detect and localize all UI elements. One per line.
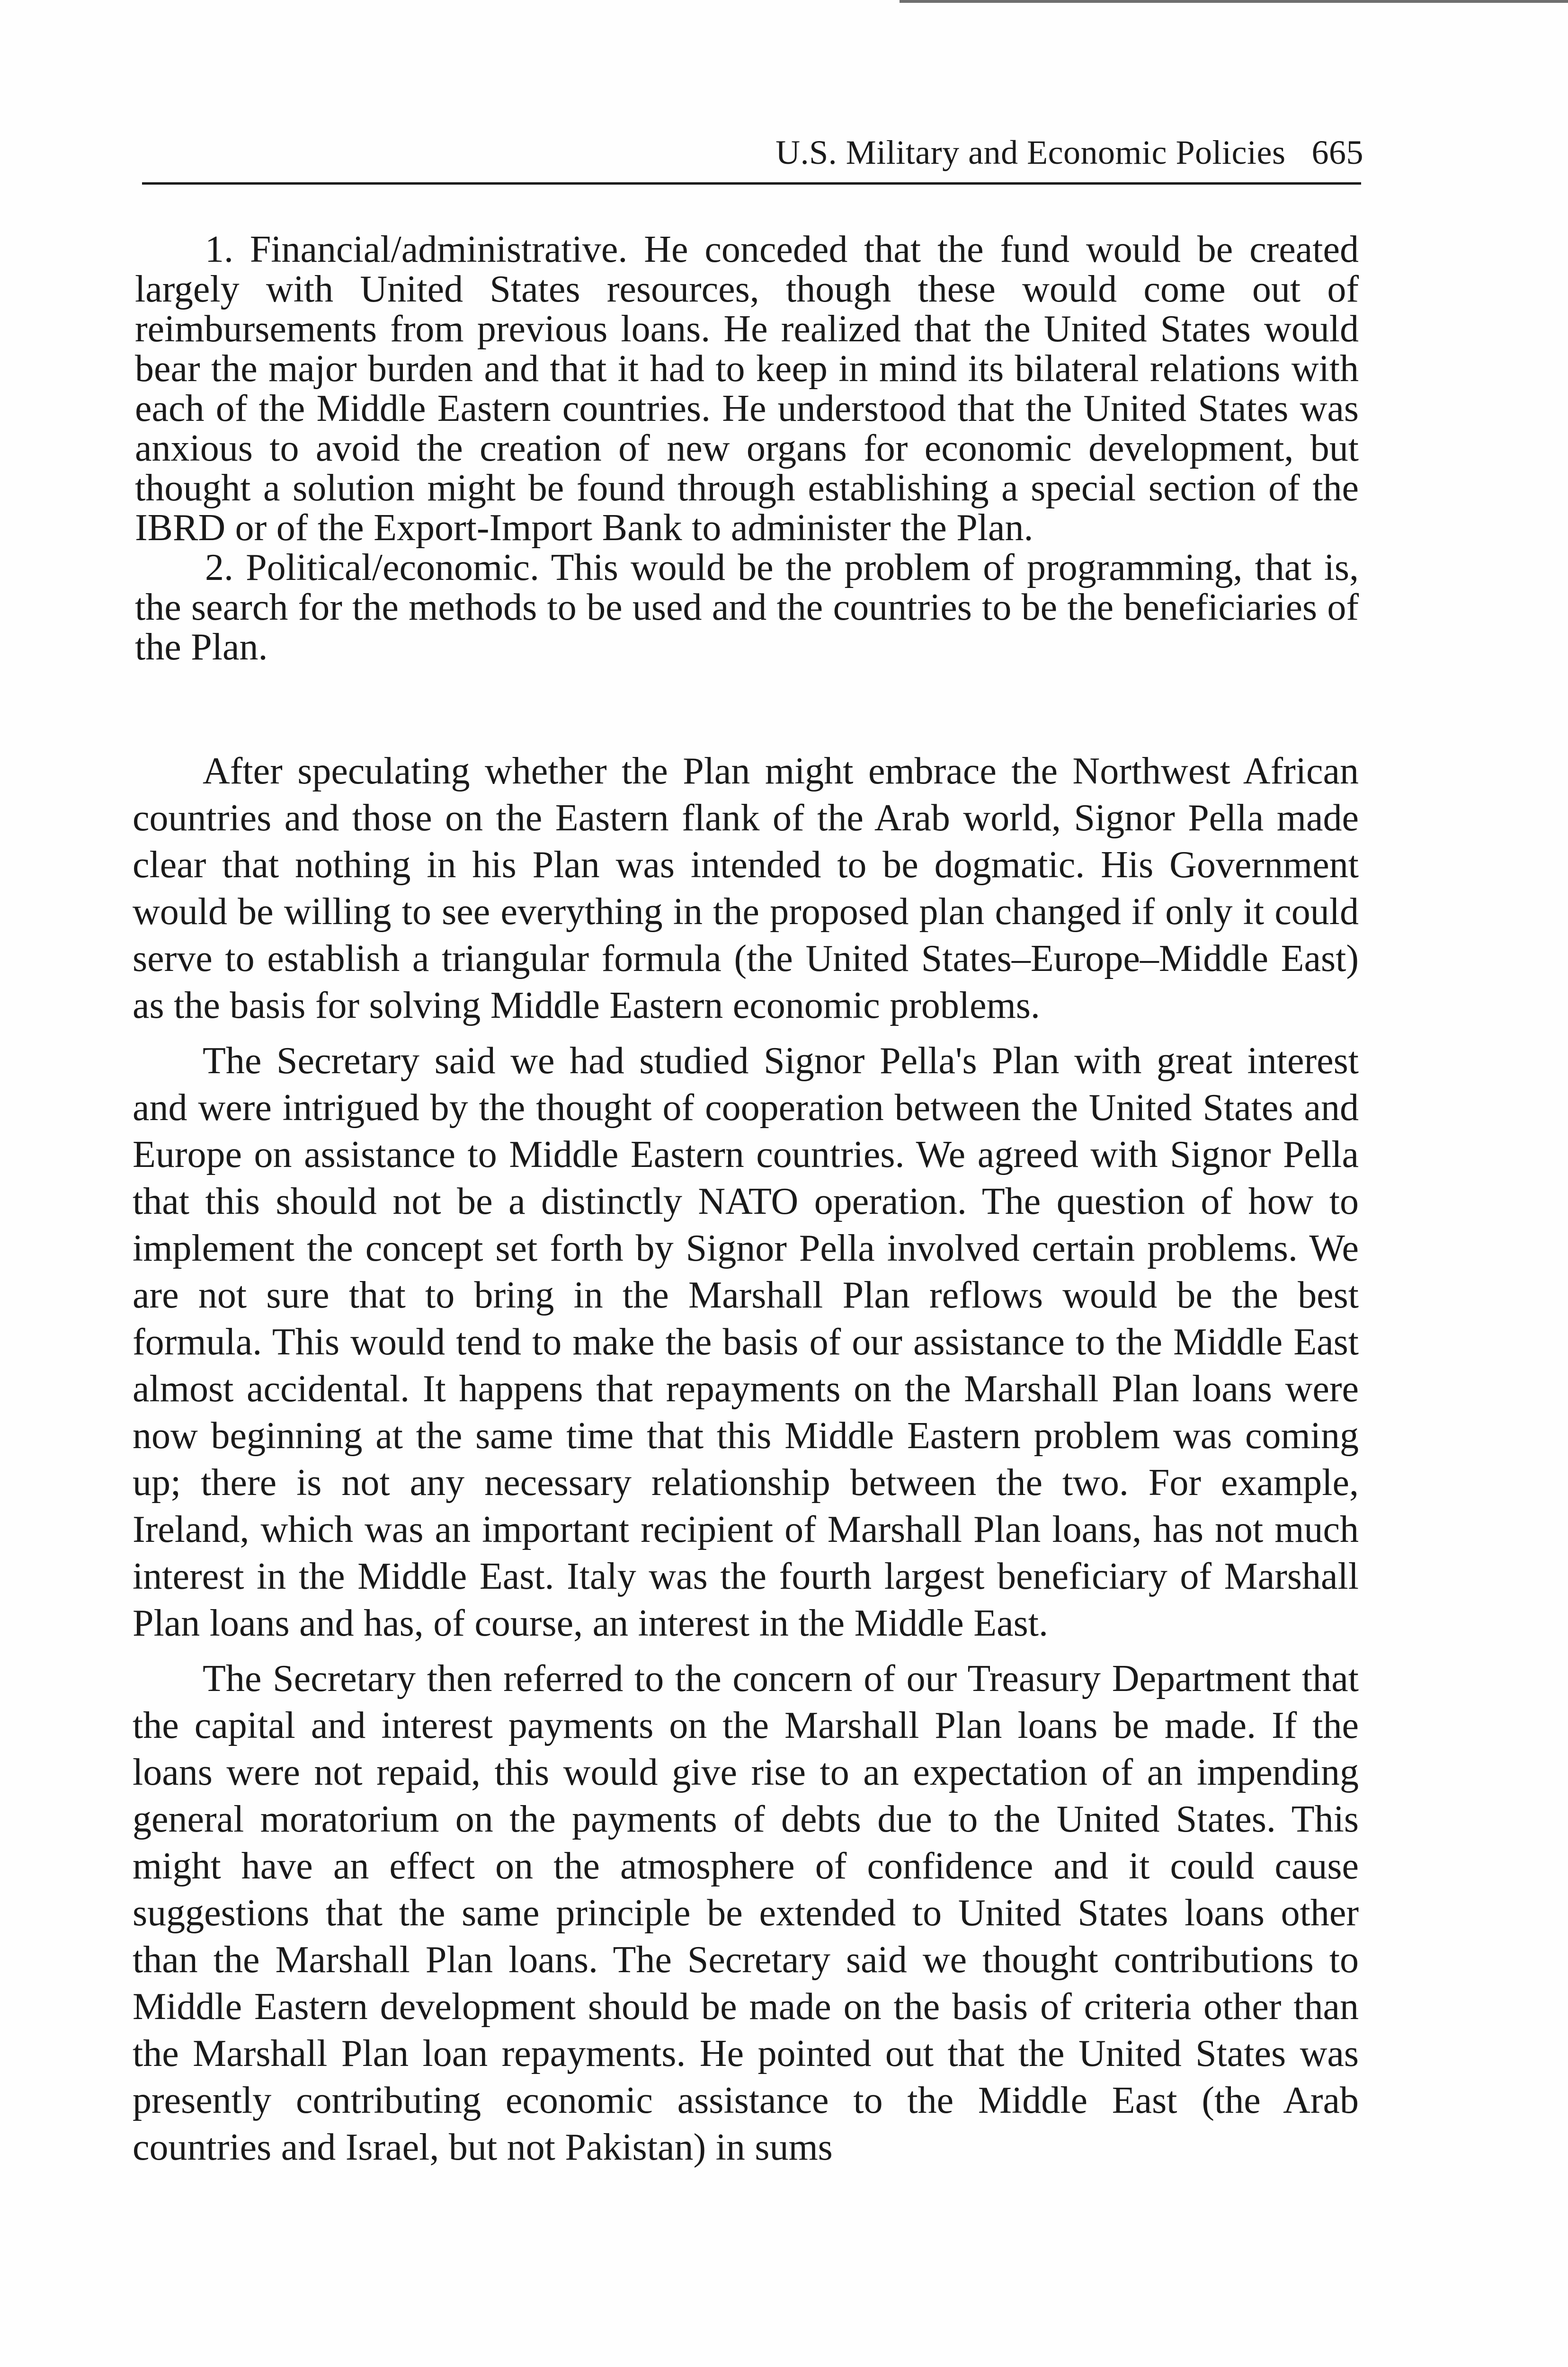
list-item: 1. Financial/administrative. He conceded that the fund would be created largely with United States resources, though these would come out of reimbursements from previous loans. He realized that the United States would bear the major burden and that it had to keep in mind its bilateral relations with each of the Middle Eastern countries. He understood that the United States was anxious to avoid the creation of new organs for economic development, but thought a solution might be found through establishing a special section of the IBRD or of the Export-Import Bank to administer the Plan. [135, 229, 1359, 549]
paragraph: The Secretary said we had studied Signor Pella's Plan with great interest and were intrigued by the thought of cooperation between the United States and Europe on assistance to Middle Eastern countries. We agreed with Signor Pella that this should not be a distinctly NATO operation. The question of how to implement the concept set forth by Signor Pella involved certain problems. We are not sure that to bring in the Marshall Plan reflows would be the best formula. This would tend to make the basis of our assistance to the Middle East almost accidental. It happens that repayments on the Marshall Plan loans were now beginning at the same time that this Middle Eastern problem was coming up; there is not any necessary relationship between the two. For example, Ireland, which was an important recipient of Marshall Plan loans, has not much interest in the Middle East. Italy was the fourth largest beneficiary of Marshall Plan loans and has, of course, an interest in the Middle East. [133, 1040, 1359, 1644]
numbered-list [135, 230, 1359, 667]
list-item: 2. Political/economic. This would be the problem of programming, that is, the search for the methods to be used and the countries to be the beneficiaries of the Plan. [135, 547, 1359, 668]
paragraph: The Secretary then referred to the concern of our Treasury Department that the capital and interest payments on the Marshall Plan loans be made. If the loans were not repaid, this would give rise to an expectation of an impending general moratorium on the payments of debts due to the United States. This might have an effect on the atmosphere of confidence and it could cause suggestions that the same principle be extended to United States loans other than the Marshall Plan loans. The Secretary said we thought contributions to Middle Eastern development should be made on the basis of criteria other than the Marshall Plan loan repayments. He pointed out that the United States was presently contributing economic assistance to the Middle East (the Arab countries and Israel, but not Pakistan) in sums [133, 1658, 1359, 2168]
body-text [133, 748, 1359, 2171]
scan-edge-line [900, 0, 1568, 3]
header-rule [142, 182, 1361, 185]
running-head-title: U.S. Military and Economic Policies [775, 133, 1286, 171]
running-head [142, 129, 1363, 181]
paragraph: After speculating whether the Plan might embrace the Northwest African countries and those on the Eastern flank of the Arab world, Signor Pella made clear that nothing in his Plan was intended to be dogmatic. His Government would be willing to see everything in the proposed plan changed if only it could serve to establish a triangular formula (the United States–Europe–Middle East) as the basis for solving Middle Eastern economic problems. [133, 750, 1359, 1026]
page-number: 665 [1311, 133, 1363, 171]
